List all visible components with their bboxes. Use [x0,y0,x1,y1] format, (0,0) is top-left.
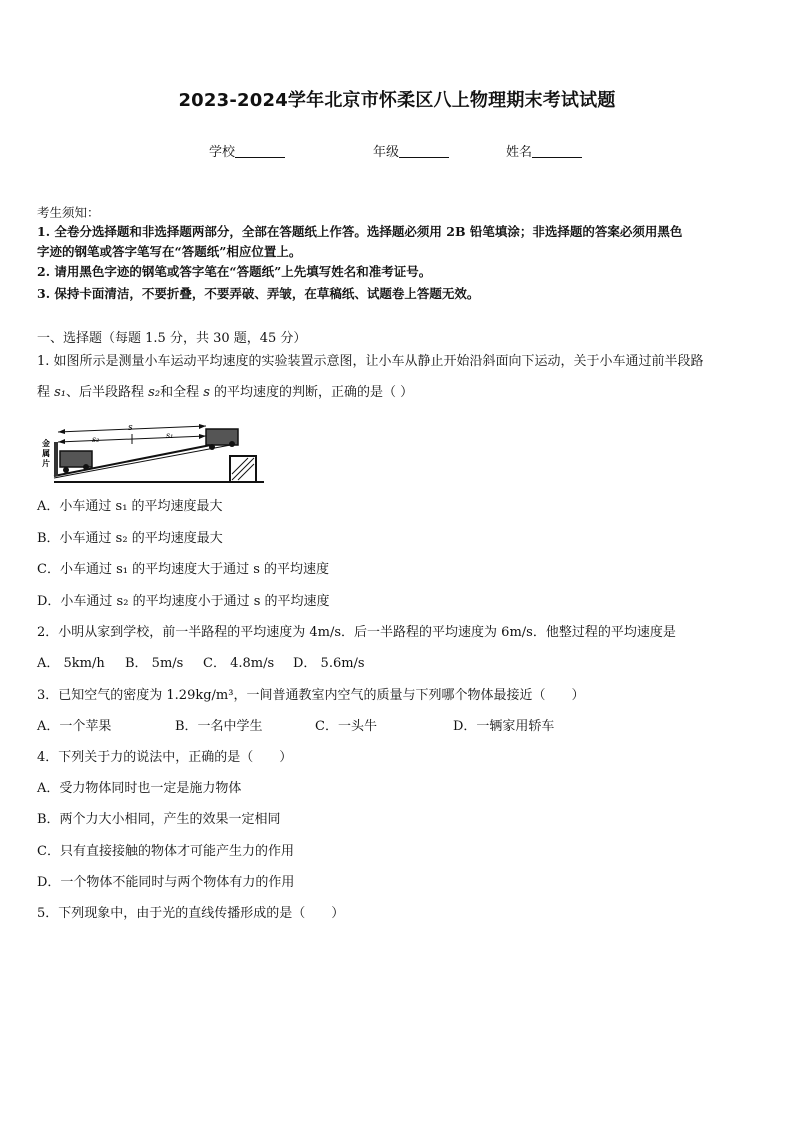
metal-plate [54,442,58,476]
q1-var-s: s [203,385,210,400]
incline-figure [40,420,265,488]
grade-field [373,141,449,160]
q3-option-b: B．一名中学生 [175,719,263,734]
q4-option-a: A．受力物体同时也一定是施力物体 [37,781,242,796]
label-s: s [128,423,133,433]
q1-option-c: C．小车通过 s₁ 的平均速度大于通过 s 的平均速度 [37,562,330,577]
section-title: 一、选择题（每题 1.5 分，共 30 题，45 分） [37,331,307,346]
name-label: 姓名 [506,145,533,160]
q2-option-b: B． 5m/s [125,656,184,671]
school-label: 学校 [209,145,236,160]
q1-option-a: A．小车通过 s₁ 的平均速度最大 [37,499,223,514]
notice-item-1: 1. 全卷分选择题和非选择题两部分，全部在答题纸上作答。选择题必须用 2B 铅笔填涂；非选择题的答案必须用黑色 [37,224,683,239]
q2-options [37,654,759,674]
q3-option-c: C．一头牛 [315,719,377,734]
school-blank [235,144,285,158]
grade-label: 年级 [373,145,400,160]
q1-stem-line1: 1. 如图所示是测量小车运动平均速度的实验装置示意图，让小车从静止开始沿斜面向下运动，关于小车通过前半段路 [37,354,704,369]
name-blank [532,144,582,158]
label-s1: s₁ [166,431,174,440]
q1-text-c: 和全程 [160,385,204,400]
q1-text-b: 、后半段路程 [66,385,149,400]
q2-option-c: C． 4.8m/s [203,656,275,671]
q1-var-s1: s₁ [54,385,67,400]
school-field [209,141,285,160]
name-field [506,141,582,160]
q4-option-c: C．只有直接接触的物体才可能产生力的作用 [37,844,294,859]
cart-bottom [60,451,92,473]
notice-heading: 考生须知： [37,205,100,220]
notice-item-3: 3. 保持卡面清洁，不要折叠，不要弄破、弄皱，在草稿纸、试题卷上答题无效。 [37,286,480,301]
q5-stem: 5．下列现象中，由于光的直线传播形成的是（ ） [37,906,345,921]
label-s2: s₂ [92,435,100,444]
q3-options [37,717,759,737]
q4-option-b: B．两个力大小相同，产生的效果一定相同 [37,812,281,827]
label-metal: 金属片 [42,439,50,468]
q4-stem: 4．下列关于力的说法中，正确的是（ ） [37,750,293,765]
q3-option-d: D．一辆家用轿车 [453,719,555,734]
grade-blank [399,144,449,158]
q2-option-d: D． 5.6m/s [293,656,365,671]
q1-var-s2: s₂ [148,385,161,400]
q1-stem-line2 [37,383,759,403]
notice-item-1-cont: 字迹的钢笔或答字笔写在“答题纸”相应位置上。 [37,244,302,259]
q3-option-a: A．一个苹果 [37,719,112,734]
q4-option-d: D．一个物体不能同时与两个物体有力的作用 [37,875,295,890]
q1-text-d: 的平均速度的判断，正确的是（ ） [209,385,414,400]
q3-stem: 3．已知空气的密度为 1.29kg/m³，一间普通教室内空气的质量与下列哪个物体最接近（ ） [37,688,585,703]
q1-text-a: 程 [37,385,55,400]
q2-stem: 2．小明从家到学校，前一半路程的平均速度为 4m/s．后一半路程的平均速度为 6m/s．他整过程的平均速度是 [37,625,676,640]
exam-title: 2023-2024学年北京市怀柔区八上物理期末考试试题 [178,90,616,111]
q1-option-d: D．小车通过 s₂ 的平均速度小于通过 s 的平均速度 [37,594,330,609]
q2-option-a: A． 5km/h [37,656,105,671]
q1-option-b: B．小车通过 s₂ 的平均速度最大 [37,531,223,546]
notice-item-2: 2. 请用黑色字迹的钢笔或答字笔在“答题纸”上先填写姓名和准考证号。 [37,264,432,279]
